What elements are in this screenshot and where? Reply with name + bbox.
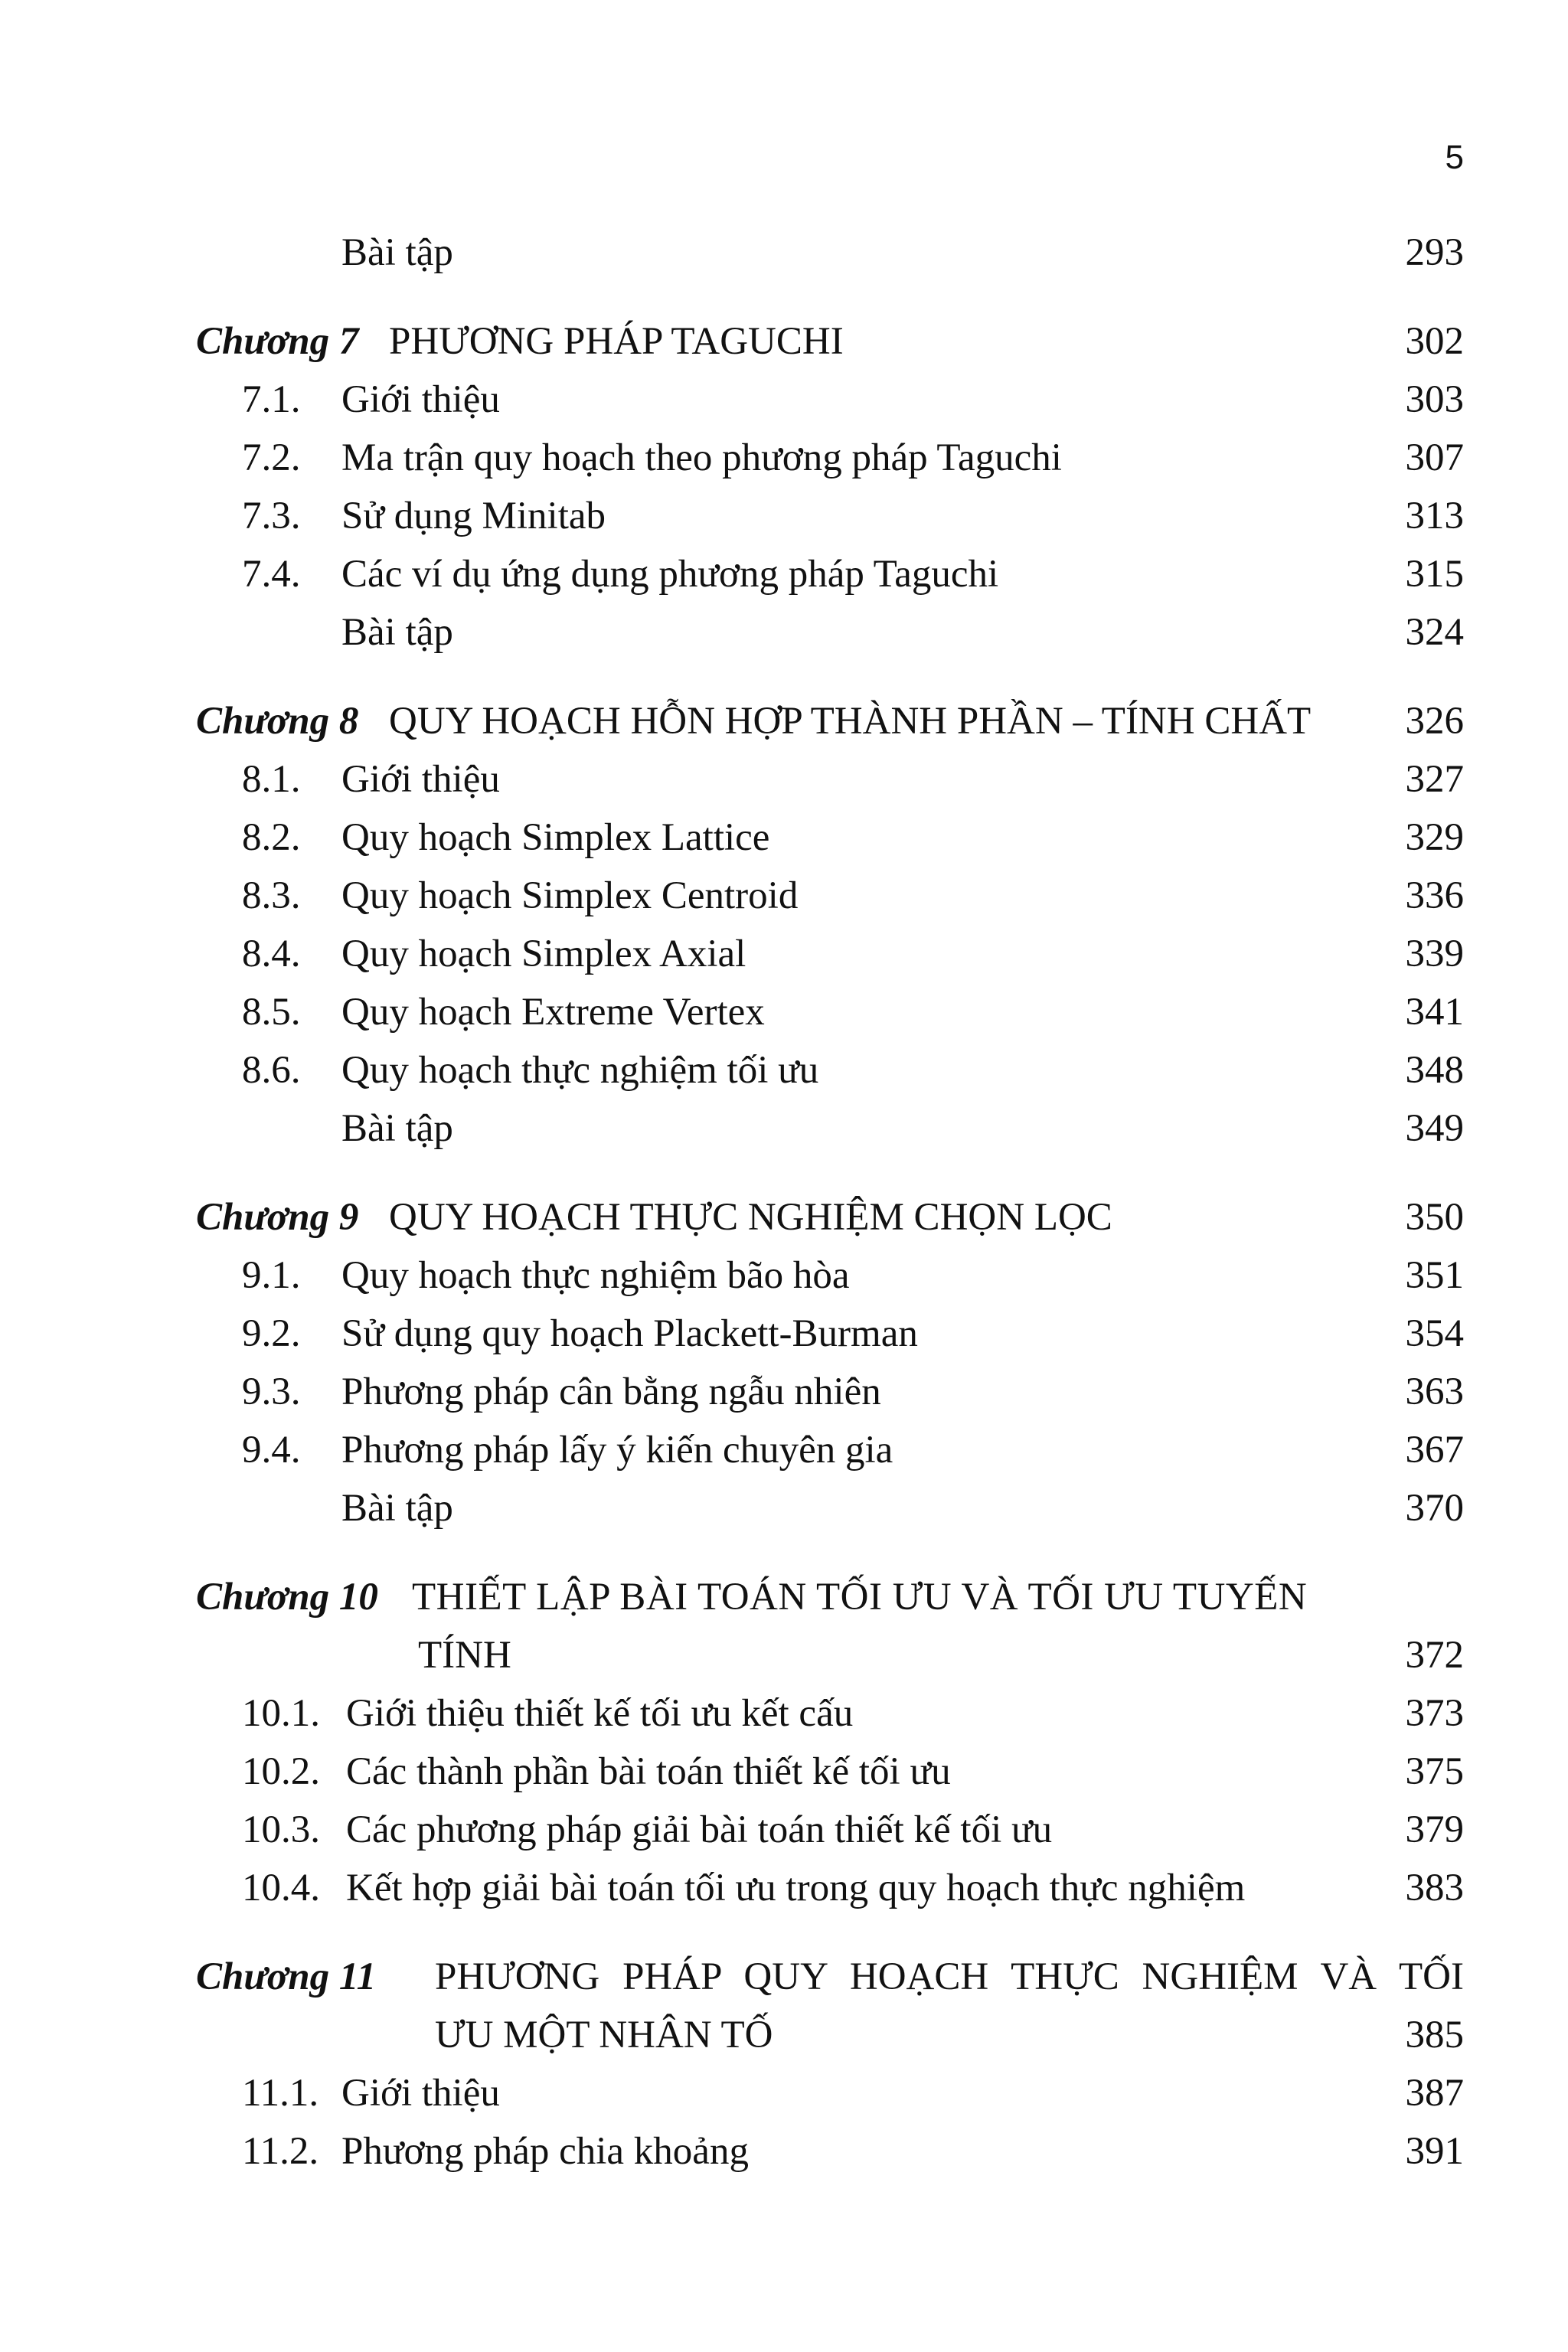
toc-section-7-1[interactable] xyxy=(196,371,1464,429)
section-title: Quy hoạch Extreme Vertex xyxy=(341,991,765,1034)
chapter-page: 302 xyxy=(1405,320,1464,363)
section-title: Phương pháp chia khoảng xyxy=(341,2130,749,2173)
exercise-page: 370 xyxy=(1405,1487,1464,1530)
chapter-label: Chương 11 xyxy=(196,1955,377,1998)
section-page: 351 xyxy=(1405,1254,1464,1297)
toc-section-7-2[interactable] xyxy=(196,429,1464,487)
chapter-page: 350 xyxy=(1405,1196,1464,1239)
toc-exercise-8[interactable] xyxy=(196,1099,1464,1158)
section-title: Giới thiệu xyxy=(341,758,500,801)
toc-section-8-4[interactable] xyxy=(196,925,1464,983)
toc-chapter-11-continued[interactable] xyxy=(196,2006,1464,2064)
toc-section-8-6[interactable] xyxy=(196,1041,1464,1099)
toc-section-7-4[interactable] xyxy=(196,545,1464,603)
toc-section-8-2[interactable] xyxy=(196,808,1464,867)
section-title: Ma trận quy hoạch theo phương pháp Taguchi xyxy=(341,436,1062,479)
chapter-title-line-2: TÍNH xyxy=(418,1634,511,1677)
toc-chapter-8[interactable] xyxy=(196,692,1464,750)
exercise-page: 349 xyxy=(1405,1107,1464,1150)
chapter-page: 326 xyxy=(1405,700,1464,743)
toc-section-8-5[interactable] xyxy=(196,983,1464,1041)
section-title: Giới thiệu xyxy=(341,2072,500,2115)
section-number: 7.3. xyxy=(242,495,301,537)
section-number: 7.4. xyxy=(242,553,301,596)
chapter-page: 372 xyxy=(1405,1634,1464,1677)
section-number: 8.6. xyxy=(242,1049,301,1092)
chapter-title-line-1: PHƯƠNG PHÁP QUY HOẠCH THỰC NGHIỆM VÀ TỐI xyxy=(435,1955,1464,1998)
section-number: 8.3. xyxy=(242,874,301,917)
section-number: 10.4. xyxy=(242,1867,320,1909)
section-number: 9.4. xyxy=(242,1429,301,1472)
section-title: Sử dụng quy hoạch Plackett-Burman xyxy=(341,1312,918,1355)
section-number: 9.2. xyxy=(242,1312,301,1355)
section-page: 329 xyxy=(1405,816,1464,859)
toc-section-10-3[interactable] xyxy=(196,1801,1464,1859)
toc-chapter-9[interactable] xyxy=(196,1188,1464,1246)
section-page: 387 xyxy=(1405,2072,1464,2115)
exercise-title: Bài tập xyxy=(341,611,453,654)
chapter-label: Chương 10 xyxy=(196,1576,378,1619)
section-number: 7.2. xyxy=(242,436,301,479)
toc-section-8-3[interactable] xyxy=(196,867,1464,925)
section-page: 327 xyxy=(1405,758,1464,801)
section-page: 375 xyxy=(1405,1750,1464,1793)
section-number: 11.2. xyxy=(242,2130,319,2173)
exercise-title: Bài tập xyxy=(341,1487,453,1530)
section-title: Giới thiệu thiết kế tối ưu kết cấu xyxy=(346,1692,854,1735)
toc-exercise-7[interactable] xyxy=(196,603,1464,662)
section-number: 8.2. xyxy=(242,816,301,859)
section-number: 8.5. xyxy=(242,991,301,1034)
section-title: Sử dụng Minitab xyxy=(341,495,606,537)
section-number: 10.1. xyxy=(242,1692,320,1735)
table-of-contents xyxy=(196,224,1464,2180)
section-title: Phương pháp cân bằng ngẫu nhiên xyxy=(341,1370,881,1413)
toc-section-9-2[interactable] xyxy=(196,1305,1464,1363)
toc-section-10-4[interactable] xyxy=(196,1859,1464,1917)
section-page: 336 xyxy=(1405,874,1464,917)
toc-section-10-1[interactable] xyxy=(196,1684,1464,1743)
toc-entry-text: Bài tập xyxy=(341,231,453,274)
toc-section-9-1[interactable] xyxy=(196,1246,1464,1305)
section-page: 391 xyxy=(1405,2130,1464,2173)
chapter-title: PHƯƠNG PHÁP TAGUCHI xyxy=(389,320,844,363)
toc-section-11-1[interactable] xyxy=(196,2064,1464,2122)
section-page: 315 xyxy=(1405,553,1464,596)
section-page: 354 xyxy=(1405,1312,1464,1355)
section-page: 313 xyxy=(1405,495,1464,537)
section-number: 9.1. xyxy=(242,1254,301,1297)
section-page: 307 xyxy=(1405,436,1464,479)
chapter-label: Chương 7 xyxy=(196,320,359,363)
section-page: 383 xyxy=(1405,1867,1464,1909)
section-title: Các ví dụ ứng dụng phương pháp Taguchi xyxy=(341,553,999,596)
section-title: Quy hoạch Simplex Centroid xyxy=(341,874,799,917)
section-title: Kết hợp giải bài toán tối ưu trong quy hoạch thực nghiệm xyxy=(346,1867,1246,1909)
section-number: 10.2. xyxy=(242,1750,320,1793)
chapter-title: QUY HOẠCH HỖN HỢP THÀNH PHẦN – TÍNH CHẤT xyxy=(389,700,1312,743)
section-title: Các phương pháp giải bài toán thiết kế tối ưu xyxy=(346,1808,1053,1851)
chapter-title: QUY HOẠCH THỰC NGHIỆM CHỌN LỌC xyxy=(389,1196,1112,1239)
toc-section-7-3[interactable] xyxy=(196,487,1464,545)
section-title: Quy hoạch thực nghiệm tối ưu xyxy=(341,1049,819,1092)
section-title: Quy hoạch Simplex Axial xyxy=(341,933,746,975)
section-page: 339 xyxy=(1405,933,1464,975)
chapter-label: Chương 9 xyxy=(196,1196,359,1239)
section-page: 303 xyxy=(1405,378,1464,421)
toc-entry-page: 293 xyxy=(1405,231,1464,274)
section-page: 348 xyxy=(1405,1049,1464,1092)
section-number: 9.3. xyxy=(242,1370,301,1413)
section-title: Các thành phần bài toán thiết kế tối ưu xyxy=(346,1750,951,1793)
chapter-title-line-1: THIẾT LẬP BÀI TOÁN TỐI ƯU VÀ TỐI ƯU TUYẾN xyxy=(412,1576,1308,1619)
chapter-label: Chương 8 xyxy=(196,700,359,743)
toc-chapter-10[interactable] xyxy=(196,1568,1464,1626)
page-number: 5 xyxy=(1445,139,1464,176)
exercise-page: 324 xyxy=(1405,611,1464,654)
section-title: Giới thiệu xyxy=(341,378,500,421)
section-page: 341 xyxy=(1405,991,1464,1034)
section-page: 379 xyxy=(1405,1808,1464,1851)
section-number: 8.1. xyxy=(242,758,301,801)
toc-section-9-4[interactable] xyxy=(196,1421,1464,1479)
section-page: 363 xyxy=(1405,1370,1464,1413)
section-number: 7.1. xyxy=(242,378,301,421)
toc-section-8-1[interactable] xyxy=(196,750,1464,808)
section-title: Quy hoạch Simplex Lattice xyxy=(341,816,770,859)
chapter-page: 385 xyxy=(1405,2014,1464,2056)
toc-exercise-9[interactable] xyxy=(196,1479,1464,1537)
toc-section-9-3[interactable] xyxy=(196,1363,1464,1421)
toc-chapter-10-continued[interactable] xyxy=(196,1626,1464,1684)
toc-section-11-2[interactable] xyxy=(196,2122,1464,2180)
section-number: 8.4. xyxy=(242,933,301,975)
toc-section-10-2[interactable] xyxy=(196,1743,1464,1801)
section-title: Phương pháp lấy ý kiến chuyên gia xyxy=(341,1429,893,1472)
section-title: Quy hoạch thực nghiệm bão hòa xyxy=(341,1254,850,1297)
section-page: 373 xyxy=(1405,1692,1464,1735)
section-number: 10.3. xyxy=(242,1808,320,1851)
section-page: 367 xyxy=(1405,1429,1464,1472)
exercise-title: Bài tập xyxy=(341,1107,453,1150)
section-number: 11.1. xyxy=(242,2072,319,2115)
toc-chapter-11[interactable] xyxy=(196,1948,1464,2006)
toc-entry-exercise[interactable] xyxy=(196,224,1464,282)
chapter-title-line-2: ƯU MỘT NHÂN TỐ xyxy=(435,2014,773,2056)
toc-chapter-7[interactable] xyxy=(196,312,1464,371)
